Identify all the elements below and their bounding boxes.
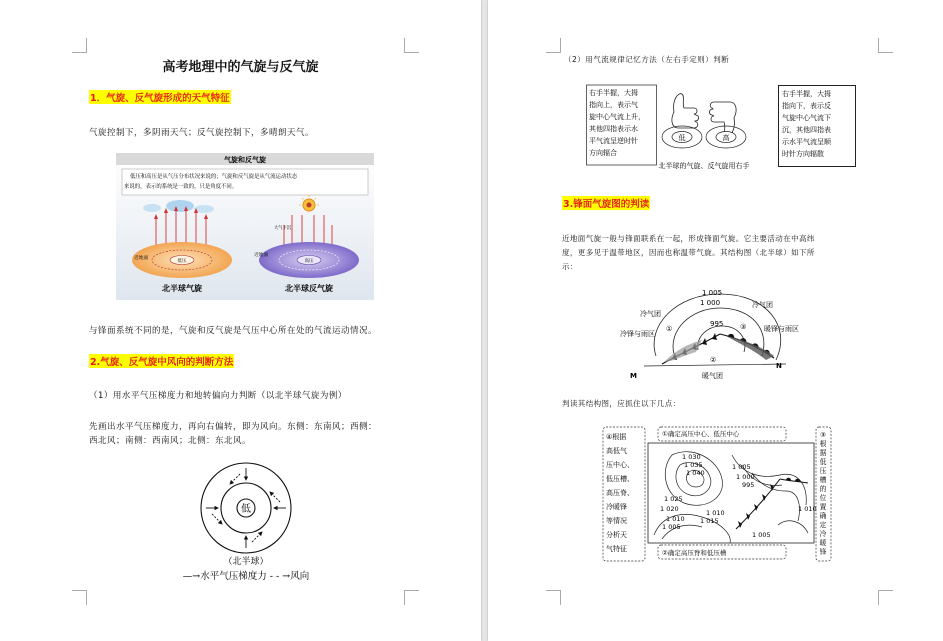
frontal-cyclone-figure — [616, 286, 812, 382]
step-3-text: 槽 — [819, 476, 827, 484]
low-center-label: 低 — [241, 504, 251, 515]
step-3-text: 冷 — [819, 530, 827, 538]
figure-description: 来说的，表示的系统是一致的，只是角度不同。 — [124, 184, 238, 190]
ground-label: 近地面 — [134, 256, 149, 261]
step-4-text: 冷暖锋 — [606, 503, 627, 511]
paragraph: 示： — [562, 262, 578, 271]
left-rule-text: 平气流呈逆时针 — [589, 137, 638, 145]
caption-anticyclone: 北半球反气旋 — [285, 284, 333, 293]
isobar-label: 1 010 — [666, 515, 685, 523]
paragraph: （2）用气流规律记忆方法（左右手定则）判断 — [564, 55, 730, 64]
crop-mark — [878, 38, 893, 53]
step-1-label: ①确定高压中心、低压中心 — [662, 430, 740, 438]
marker-1: ① — [666, 325, 673, 333]
crop-mark — [546, 38, 561, 53]
right-rule-text: 气旋中心气流下 — [782, 114, 831, 122]
step-4-text: 等情况 — [606, 517, 627, 525]
crop-mark — [72, 590, 87, 605]
isobar-label: 1 020 — [660, 505, 679, 513]
step-3-text: 低 — [819, 458, 827, 466]
point-m: M — [630, 372, 637, 380]
high-label: 高压 — [304, 259, 314, 264]
step-4-text: 低压槽、 — [606, 475, 634, 483]
step-3-text: 据 — [819, 449, 827, 457]
marker-3: ③ — [740, 323, 747, 331]
figure-description: 低压和高压是从气压分布状况来说的；气旋和反气旋是从气流运动状态 — [130, 174, 298, 180]
isobar-label: 995 — [710, 320, 724, 328]
paragraph: 判读其结构图，应抓住以下几点： — [562, 399, 681, 408]
wind-direction-figure — [168, 460, 328, 585]
legend-caption: —→水平气压梯度力 - - →风向 — [182, 571, 310, 582]
right-rule-text: 时针方向辐散 — [782, 150, 824, 158]
high-label: 高 — [722, 134, 730, 142]
isobar-label: 1 010 — [706, 509, 725, 517]
isobar-label: 1 035 — [684, 461, 703, 469]
right-rule-box — [778, 85, 856, 167]
right-rule-text: 沉，其他四指表 — [782, 126, 831, 134]
isobar-label: 1 005 — [702, 289, 723, 297]
paragraph: 度，更多见于温带地区，因而也称温带气旋。其结构图（北半球）如下所 — [562, 248, 815, 257]
isobar-label: 1 030 — [682, 453, 701, 461]
crop-mark — [72, 38, 87, 53]
hemisphere-caption: （北半球） — [223, 557, 269, 567]
cold-air-mass-label: 冷气团 — [752, 301, 773, 309]
isobar-reading-figure — [602, 425, 832, 565]
right-rule-text: 指向下，表示反 — [782, 102, 831, 110]
sink-label: 大气下沉 — [274, 226, 292, 231]
crop-mark — [404, 590, 419, 605]
paragraph: 先画出水平气压梯度力，再向右偏转，即为风向。东侧：东南风；西侧： — [89, 422, 378, 432]
ground-label: 近地面 — [254, 253, 269, 258]
low-label: 低 — [678, 134, 686, 142]
caption-cyclone: 北半球气旋 — [162, 284, 202, 293]
step-3-text: ③ — [819, 431, 827, 439]
step-3-text: 根 — [819, 440, 827, 448]
isobar-label: 1 005 — [752, 531, 771, 539]
left-rule-text: 指向上，表示气 — [589, 101, 638, 109]
cold-front-label: 冷锋与雨区 — [620, 330, 655, 338]
right-hand-rule-figure — [586, 82, 772, 174]
step-3-text: 位 — [819, 494, 827, 502]
step-4-text: 压中心、 — [606, 461, 634, 469]
left-rule-text: 旋中心气流上升， — [589, 113, 645, 121]
right-rule-text: 右手半握，大拇 — [782, 90, 831, 98]
section-heading-2: 2.气旋、反气旋中风向的判断方法 — [89, 354, 234, 368]
step-3-text: 锋 — [819, 548, 827, 556]
hand-rule-caption: 北半球的气旋、反气旋用右手 — [658, 162, 750, 170]
crop-mark — [878, 590, 893, 605]
step-4-text: 气特征 — [606, 545, 627, 553]
cyclone-anticyclone-figure — [116, 153, 374, 300]
step-3-text: 确 — [819, 512, 827, 520]
step-4-text: ④根据 — [606, 433, 627, 441]
crop-mark — [546, 590, 561, 605]
figure-title: 气旋和反气旋 — [224, 156, 266, 164]
isobar-label: 1 000 — [736, 473, 755, 481]
document-page-right — [488, 0, 943, 641]
step-3-text: 置 — [819, 503, 827, 511]
step-4-text: 分析天 — [606, 531, 627, 539]
isobar-label: 1 010 — [798, 505, 817, 513]
paragraph: 近地面气旋一般与锋面联系在一起，形成锋面气旋。它主要活动在中高纬 — [562, 234, 815, 243]
isobar-label: 1 005 — [732, 463, 751, 471]
warm-air-mass-label: 暖气团 — [702, 372, 723, 380]
isobar-label: 1 025 — [664, 495, 683, 503]
section-heading-3: 3.锋面气旋图的判读 — [562, 196, 650, 210]
step-3-text: 暖 — [819, 539, 827, 547]
paragraph: 西北风；南侧：西南风；北侧：东北风。 — [89, 436, 252, 446]
low-label: 低压 — [177, 259, 187, 264]
paragraph: 与锋面系统不同的是，气旋和反气旋是气压中心所在处的气流运动情况。 — [89, 326, 378, 336]
isobar-label: 1 015 — [700, 517, 719, 525]
document-title: 高考地理中的气旋与反气旋 — [162, 60, 319, 75]
warm-front-label: 暖锋与雨区 — [764, 325, 799, 333]
step-4-text: 高压脊、 — [606, 489, 634, 497]
left-rule-text: 右手半握，大拇 — [589, 89, 638, 97]
step-4-text: 高低气 — [606, 447, 627, 455]
marker-2: ② — [710, 356, 717, 364]
point-n: N — [776, 362, 782, 370]
left-rule-text: 其他四指表示水 — [589, 125, 638, 133]
paragraph: （1）用水平气压梯度力和地转偏向力判断（以北半球气旋为例） — [89, 391, 347, 401]
isobar-label: 1 005 — [662, 523, 681, 531]
step-3-text: 的 — [819, 485, 827, 493]
isobar-label: 995 — [742, 481, 755, 489]
step-2-label: ②确定高压脊和低压槽 — [662, 549, 727, 557]
isobar-label: 1 040 — [686, 469, 705, 477]
paragraph: 气旋控制下，多阴雨天气；反气旋控制下，多晴朗天气。 — [89, 128, 315, 138]
step-3-text: 压 — [819, 467, 827, 475]
isobar-label: 1 000 — [700, 299, 721, 307]
step-3-text: 定 — [819, 521, 827, 529]
crop-mark — [404, 38, 419, 53]
section-heading-1: 1．气旋、反气旋形成的天气特征 — [89, 90, 231, 104]
cold-air-mass-label: 冷气团 — [640, 310, 661, 318]
right-rule-text: 示水平气流呈顺 — [782, 138, 831, 146]
left-rule-text: 方向辐合 — [589, 149, 617, 157]
